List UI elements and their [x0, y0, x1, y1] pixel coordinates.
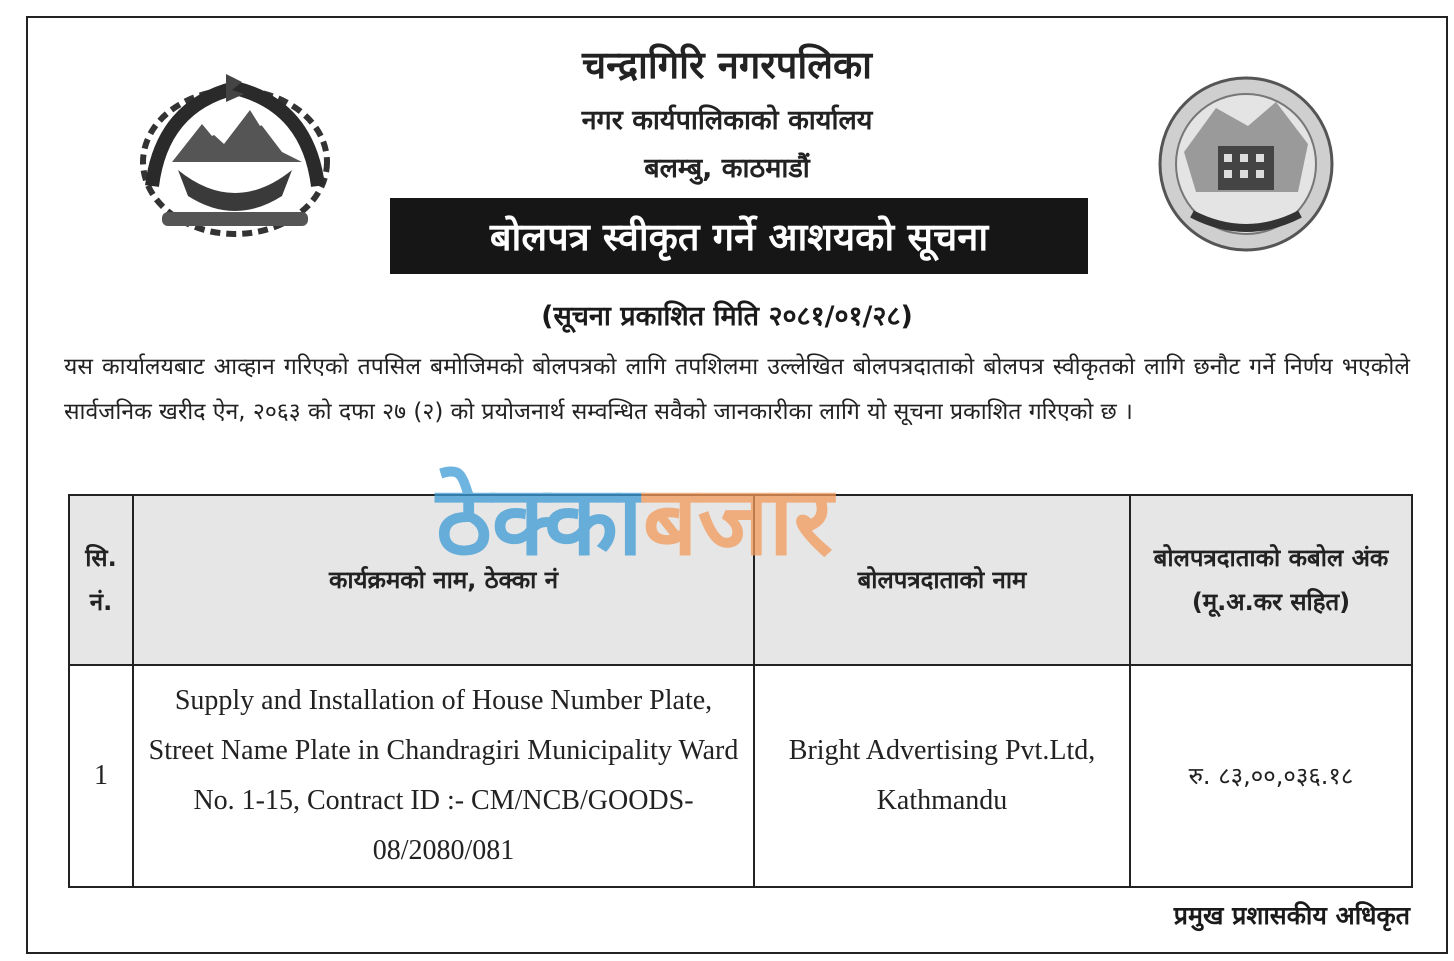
- header-sn: सि. नं.: [69, 495, 133, 665]
- office-name: नगर कार्यपालिकाको कार्यालय: [581, 105, 873, 136]
- header-program: कार्यक्रमको नाम, ठेक्का नं: [133, 495, 754, 665]
- header-amount: बोलपत्रदाताको कबोल अंक (मू.अ.कर सहित): [1130, 495, 1412, 665]
- cell-amount: रु. ८३,००,०३६.१८: [1130, 665, 1412, 887]
- office-address: बलम्बु, काठमाडौं: [644, 153, 810, 184]
- cell-bidder: Bright Advertising Pvt.Ltd, Kathmandu: [754, 665, 1130, 887]
- cell-sn: 1: [69, 665, 133, 887]
- table-row: [69, 665, 1412, 887]
- cell-program: Supply and Installation of House Number Plate, Street Name Plate in Chandragiri Municipality Ward No. 1-15, Contract ID :- CM/NCB/GOODS-08/2080/081: [133, 665, 754, 887]
- watermark-part1: ठेक्का: [436, 465, 643, 577]
- notice-title: बोलपत्र स्वीकृत गर्ने आशयको सूचना: [390, 198, 1088, 274]
- header-bidder: बोलपत्रदाताको नाम: [754, 495, 1130, 665]
- notice-body: यस कार्यालयबाट आव्हान गरिएको तपसिल बमोजिमको बोलपत्रको लागि तपशिलमा उल्लेखित बोलपत्रदाताको बोलपत्र स्वीकृतको लागि छनौट गर्ने निर्णय भएकोले सार्वजनिक खरीद ऐन, २०६३ को दफा २७ (२) को प्रयोजनार्थ सम्वन्धित सवैको जानकारीका लागि यो सूचना प्रकाशित गरिएको छ ।: [64, 354, 1410, 425]
- signature-title: प्रमुख प्रशासकीय अधिकृत: [1173, 901, 1410, 930]
- bid-table: [68, 494, 1413, 888]
- table-header-row: [69, 495, 1412, 665]
- publication-date: (सूचना प्रकाशित मिति २०८१/०१/२८): [541, 301, 913, 332]
- municipality-name: चन्द्रागिरि नगरपलिका: [582, 43, 872, 87]
- watermark-part2: बजार: [642, 465, 833, 577]
